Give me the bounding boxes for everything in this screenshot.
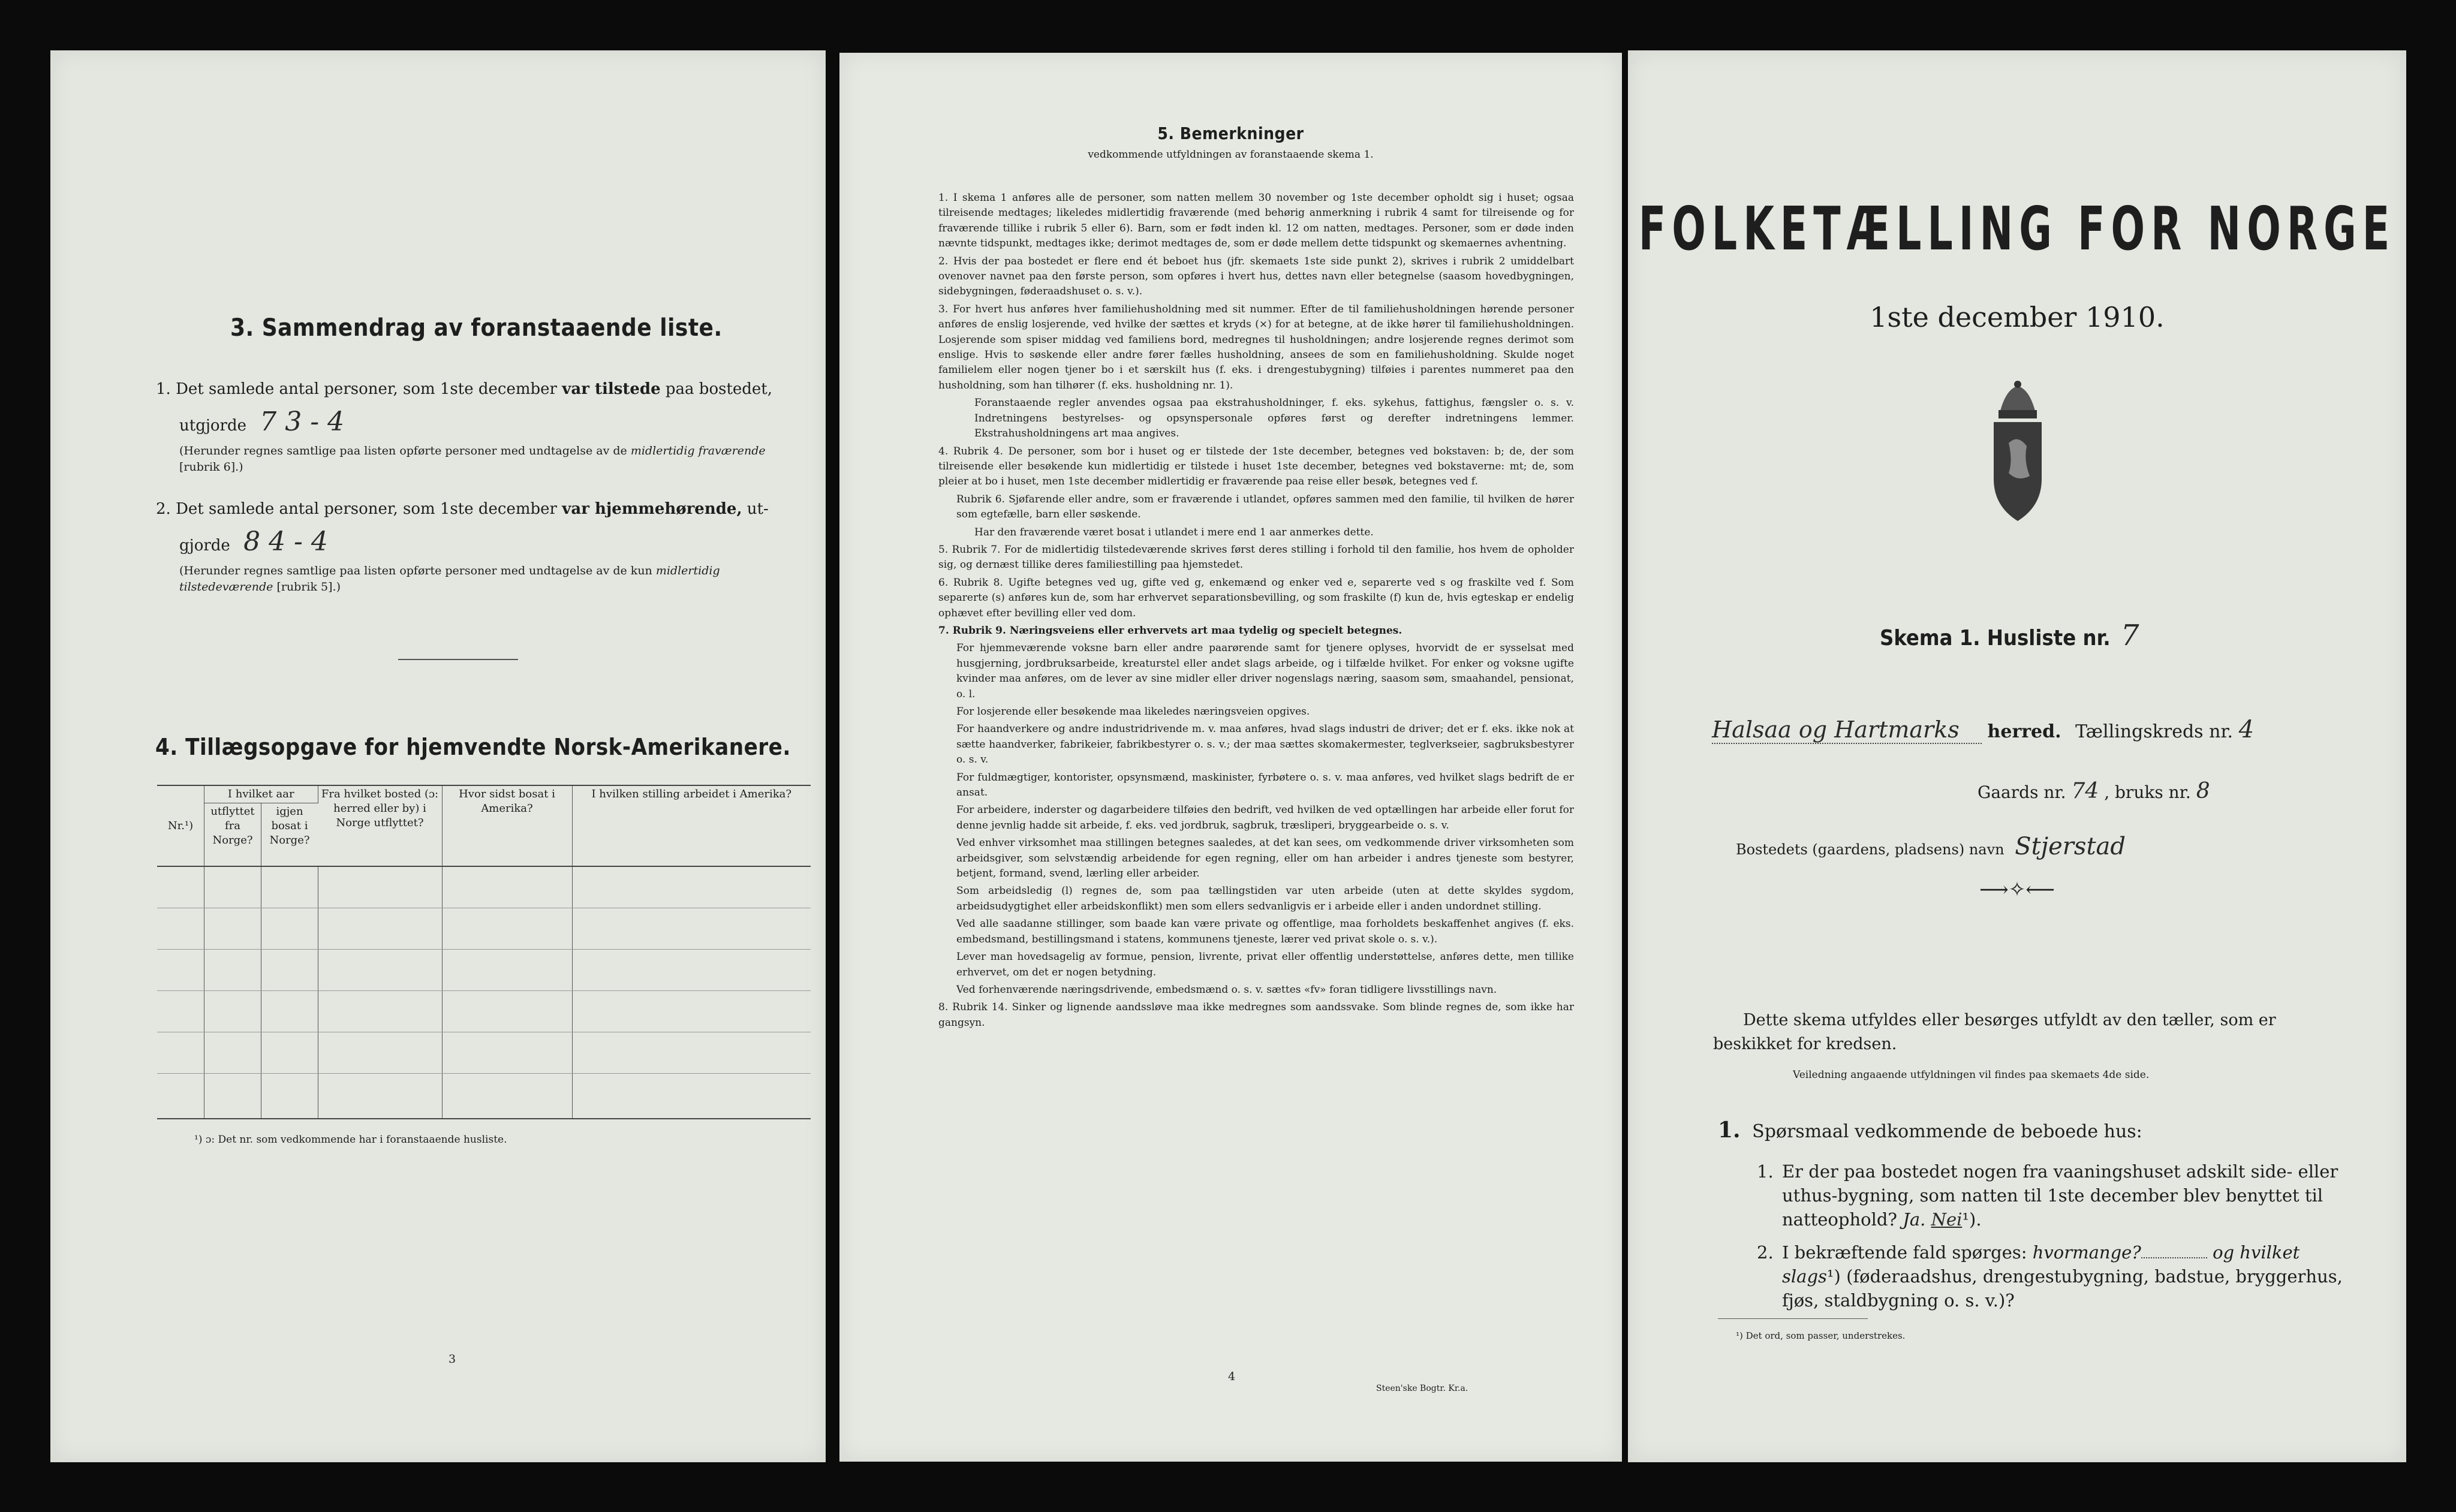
note-7-b: For losjerende eller besøkende maa likeledes næringsveien opgives.	[956, 706, 1310, 718]
note-5: 5. Rubrik 7. For de midlertidig tilstedeværende skrives først deres stilling i forhold til den familie, hos hvem de opholder sig, og dernæst tillike deres familiestilling paa hjemstedet.	[938, 543, 1574, 571]
note-4-rubrik6: Rubrik 6. Sjøfarende eller andre, som er fraværende i utlandet, opføres sammen med den familie, til hvilken de hører som egtefælle, barn eller søskende.	[956, 493, 1574, 521]
note-7-c: For haandverkere og andre industridrivende m. v. maa anføres, hvad slags industri de driver; det er f. eks. ikke nok at sætte haandverker, fabrikeier, fabrikbestyrer o. s. v.; der maa sættes skomakermester, teglverkseier, sagbruksbestyrer o. s. v.	[956, 723, 1574, 766]
form-date: 1ste december 1910.	[1870, 301, 2165, 333]
bosted-line: Bostedets (gaardens, pladsens) navn Stjerstad	[1736, 833, 2126, 860]
section3-item1-line2: utgjorde 7 3 - 4	[179, 406, 345, 437]
herred-line: Halsaa og Hartmarks herred. Tællingskreds nr. 4	[1712, 716, 2255, 743]
item2-handwritten-value: 8 4 - 4	[243, 526, 328, 557]
section4-footnote: ¹) ɔ: Det nr. som vedkommende har i foranstaaende husliste.	[194, 1134, 507, 1146]
gaard-line: Gaards nr. 74 , bruks nr. 8	[1978, 779, 2210, 803]
table-row	[157, 991, 811, 1032]
table-row	[157, 908, 811, 950]
note-4-extra: Har den fraværende været bosat i utlandet i mere end 1 aar anmerkes dette.	[974, 526, 1374, 538]
note-7: 7. Rubrik 9. Næringsveiens eller erhvervets art maa tydelig og specielt betegnes.	[938, 624, 1402, 637]
page-right	[1628, 50, 2406, 1462]
question-2: 2. I bekræftende fald spørges: hvormange? og hvilket slags¹) (føderaadshus, drengestubygning, badstue, bryggerhus, fjøs, staldbygning o. s. v.)?	[1757, 1242, 2343, 1311]
bruk-value: 8	[2196, 779, 2210, 803]
bemerkninger-list	[938, 191, 1574, 1033]
right-footnote: ¹) Det ord, som passer, understrekes.	[1736, 1330, 1906, 1341]
note-4: 4. Rubrik 4. De personer, som bor i huset og er tilstede der 1ste december, betegnes ved bokstaven: b; de, der som tilreisende eller besøkende kun midlertidig er tilstede i huset 1ste december, betegnes ved bokstaverne: mt; de, som pleier at bo i huset, men 1ste december midlertidig er fraværende paa reise eller besøk, betegnes ved f.	[938, 445, 1574, 488]
note-7-e: For arbeidere, inderster og dagarbeidere tilføies den bedrift, ved hvilken de ved optællingen har arbeide eller forut for denne jevnlig hadde sit arbeide, f. eks. ved jordbruk, sagbruk, træsliperi, bryggearbeide o. s. v.	[956, 804, 1574, 832]
note-7-j: Ved forhenværende næringsdrivende, embedsmænd o. s. v. sættes «fv» foran tidligere livsstillings navn.	[956, 983, 1497, 996]
page-middle	[839, 53, 1622, 1462]
ornament-icon: ⟶✧⟵	[1979, 878, 2055, 902]
section3-item2-line2: gjorde 8 4 - 4	[179, 526, 328, 557]
note-7-g: Som arbeidsledig (l) regnes de, som paa tællingstiden var uten arbeide (uten at dette skyldes sygdom, arbeidsudygtighet eller arbeidskonflikt) men som ellers sedvanligvis er i arbeide eller i anden undordnet stilling.	[956, 885, 1574, 912]
col-year-group: I hvilket aar	[204, 786, 318, 803]
col-stilling: I hvilken stilling arbeidet i Amerika?	[591, 788, 792, 800]
table-row	[157, 866, 811, 908]
note-2: 2. Hvis der paa bostedet er flere end ét beboet hus (jfr. skemaets 1ste side punkt 2), skrives i rubrik 2 umiddelbart ovenover navnet paa den første person, som opføres i hvert hus, dettes navn eller betegnelse (saasom hovedbygningen, sidebygningen, føderaadshuset o. s. v.).	[938, 255, 1574, 298]
note-7-f: Ved enhver virksomhet maa stillingen betegnes saaledes, at det kan sees, om vedkommende driver virksomheten som arbeidsgiver, som selvstændig arbeidende for egen regning, eller om han arbeider i andres tjeneste som bestyrer, betjent, formand, svend, lærling eller arbeider.	[956, 837, 1574, 880]
husliste-nr-value: 7	[2120, 619, 2139, 652]
section3-item1-note: (Herunder regnes samtlige paa listen opførte personer med undtagelse av de midlertidig fraværende [rubrik 6].)	[179, 444, 766, 474]
col-utflyttet: utflyttet fra Norge?	[204, 803, 261, 867]
herred-value: Halsaa og Hartmarks	[1712, 716, 1982, 744]
section3-title: 3. Sammendrag av foranstaaende liste.	[230, 314, 723, 342]
col-nr: Nr.¹)	[157, 786, 204, 866]
page-number-middle: 4	[1228, 1370, 1236, 1383]
kreds-value: 4	[2238, 716, 2255, 743]
item1-handwritten-value: 7 3 - 4	[260, 406, 345, 437]
bosted-value: Stjerstad	[2015, 833, 2126, 860]
info-text: Dette skema utfyldes eller besørges utfyldt av den tæller, som er beskikket for kredsen.	[1713, 1011, 2276, 1053]
page-left	[50, 50, 826, 1462]
note-8: 8. Rubrik 14. Sinker og lignende aandssløve maa ikke medregnes som aandssvake. Som blinde regnes de, som ikke har gangsyn.	[938, 1001, 1574, 1029]
section3-item2-note: (Herunder regnes samtlige paa listen opførte personer med undtagelse av de kun midlertidig tilstedeværende [rubrik 5].)	[179, 564, 720, 594]
form-title: FOLKETÆLLING FOR NORGE	[1638, 194, 2396, 264]
printer-mark: Steen'ske Bogtr. Kr.a.	[1376, 1384, 1468, 1393]
section3-item1: 1. Det samlede antal personer, som 1ste december var tilstede paa bostedet,	[156, 380, 773, 398]
section4-title: 4. Tillægsopgave for hjemvendte Norsk-Amerikanere.	[155, 734, 791, 760]
note-6: 6. Rubrik 8. Ugifte betegnes ved ug, gifte ved g, enkemænd og enker ved e, separerte ved s og fraskilte ved f. Som separerte (s) anføres kun de, som har erhvervet separationsbevilling, og som fraskilte (f) kun de, hvis egteskap er endelig ophævet efter bevilling eller ved dom.	[938, 576, 1574, 619]
divider	[398, 659, 518, 660]
note-3-extra: Foranstaaende regler anvendes ogsaa paa ekstrahusholdninger, f. eks. sykehus, fattighus, fængsler o. s. v. Indretningens bestyrelses- og opsynspersonale opføres først og derefter indretningens lemmer. Ekstrahusholdningens art maa angives.	[974, 397, 1574, 440]
col-fra-bosted: Fra hvilket bosted (ɔ: herred eller by) i Norge utflyttet?	[318, 786, 442, 866]
form-title-wrap	[1628, 194, 2406, 264]
col-hvor-sidst: Hvor sidst bosat i Amerika?	[442, 786, 572, 866]
table-row	[157, 1032, 811, 1074]
question-1: 1. Er der paa bostedet nogen fra vaaningshuset adskilt side- eller uthus-bygning, som natten til 1ste december blev benyttet til natteophold? Ja. Nei¹).	[1757, 1161, 2338, 1230]
bemerkninger-subtitle: vedkommende utfyldningen av foranstaaende skema 1.	[1088, 149, 1374, 161]
note-1: 1. I skema 1 anføres alle de personer, som natten mellem 30 november og 1ste december opholdt sig i huset; ogsaa tilreisende medtages; likeledes midlertidig fraværende (med behørig anmerkning i rubrik 4 samt for tilreisende og for fraværende tillike i rubrik 5 eller 6). Barn, som er født inden kl. 12 om natten, medtages. Personer, som er døde inden nævnte tidspunkt, medtages ikke; derimot medtages de, som er døde mellem dette tidspunkt og skemaernes avhentning.	[938, 192, 1574, 250]
section3-item2: 2. Det samlede antal personer, som 1ste december var hjemmehørende, ut-	[156, 500, 769, 518]
note-7-a: For hjemmeværende voksne barn eller andre paarørende samt for tjenere oplyses, hvorvidt de er sysselsat med husgjerning, jordbruksarbeide, kreaturstel eller andet slags arbeide, og i tilfælde hvilket. For enker og voksne ugifte kvinder maa anføres, om de lever av sine midler eller driver nogenslags næring, saasom søm, smaahandel, pensionat, o. l.	[956, 642, 1574, 700]
coat-of-arms-icon	[1982, 377, 2054, 527]
note-3: 3. For hvert hus anføres hver familiehusholdning med sit nummer. Efter de til familiehusholdningen hørende personer anføres de enslig losjerende, ved hvilke der sættes et kryds (×) for at betegne, at de ikke hører til familiehusholdningen. Losjerende som spiser middag ved familiens bord, medregnes til husholdningen; andre losjerende regnes derimot som enslige. Hvis to søskende eller andre fører fælles husholdning, ansees de som en familiehusholdning. Skulde noget familielem eller nogen tjener bo i et særskilt hus (f. eks. i drengestubygning) tilføies i parentes nummeret paa den husholdning, som han tilhører (f. eks. husholdning nr. 1).	[938, 303, 1574, 391]
footnote-divider	[1718, 1318, 1868, 1319]
table-row	[157, 950, 811, 991]
note-7-i: Lever man hovedsagelig av formue, pension, livrente, privat eller offentlig understøttelse, anføres dette, men tillike erhvervet, om det er nogen betydning.	[956, 951, 1574, 978]
col-igjen: igjen bosat i Norge?	[269, 805, 310, 847]
note-7-h: Ved alle saadanne stillinger, som baade kan være private og offentlige, maa forholdets beskaffenhet angives (f. eks. embedsmand, bestillingsmand i statens, kommunens tjeneste, lærer ved privat skole o. s. v.).	[956, 918, 1574, 945]
norsk-amerikanere-table	[157, 785, 811, 1119]
note-7-d: For fuldmægtiger, kontorister, opsynsmænd, maskinister, fyrbøtere o. s. v. maa anføres, ved hvilket slags bedrift de er ansat.	[956, 771, 1574, 799]
bemerkninger-title: 5. Bemerkninger	[1157, 124, 1304, 143]
questions-heading: 1. Spørsmaal vedkommende de beboede hus:	[1718, 1118, 2142, 1143]
info-small: Veiledning angaaende utfyldningen vil findes paa skemaets 4de side.	[1793, 1069, 2150, 1081]
table-row	[157, 1074, 811, 1119]
page-number-left: 3	[449, 1353, 456, 1366]
skema-line: Skema 1. Husliste nr. 7	[1880, 619, 2139, 652]
gaard-value: 74	[2071, 779, 2099, 803]
